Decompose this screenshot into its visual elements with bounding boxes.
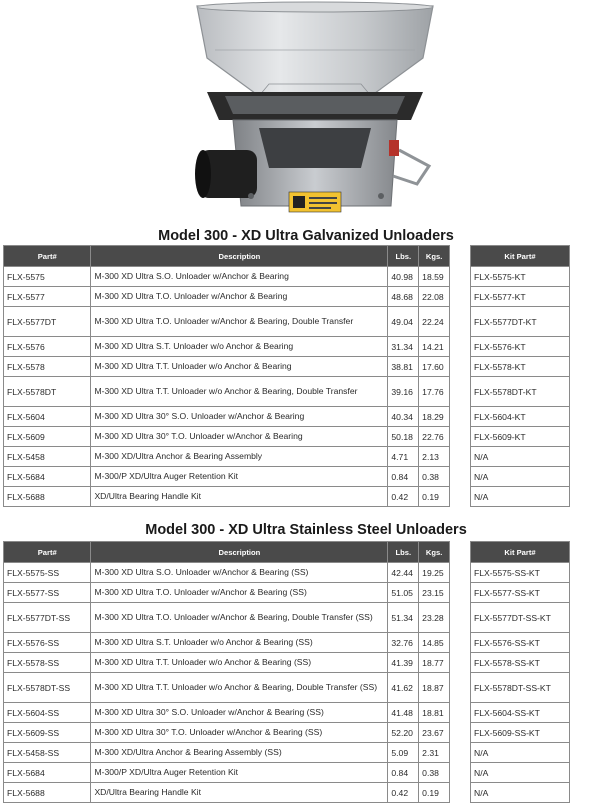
- description: M-300 XD Ultra T.O. Unloader w/Anchor & Bearing: [91, 287, 388, 307]
- part-number: FLX-5684: [4, 763, 91, 783]
- kit-part-number: FLX-5575-SS-KT: [471, 563, 570, 583]
- column-header-description: Description: [91, 542, 388, 563]
- weight-lbs: 48.68: [388, 287, 419, 307]
- description: M-300/P XD/Ultra Auger Retention Kit: [91, 467, 388, 487]
- part-number: FLX-5575-SS: [4, 563, 91, 583]
- column-header-kgs: Kgs.: [419, 246, 450, 267]
- weight-lbs: 0.84: [388, 467, 419, 487]
- weight-kgs: 18.77: [419, 653, 450, 673]
- kit-part-number: FLX-5577-KT: [471, 287, 570, 307]
- description: M-300 XD Ultra T.T. Unloader w/o Anchor & Bearing: [91, 357, 388, 377]
- table-row: [471, 703, 570, 723]
- kit-part-number: FLX-5577-SS-KT: [471, 583, 570, 603]
- weight-lbs: 31.34: [388, 337, 419, 357]
- table-row: [471, 287, 570, 307]
- weight-lbs: 51.34: [388, 603, 419, 633]
- weight-kgs: 22.76: [419, 427, 450, 447]
- kit-part-number: N/A: [471, 763, 570, 783]
- part-number: FLX-5609-SS: [4, 723, 91, 743]
- weight-lbs: 41.39: [388, 653, 419, 673]
- weight-kgs: 23.67: [419, 723, 450, 743]
- table-header-row: [471, 246, 570, 267]
- galvanized-parts-table: [3, 245, 450, 507]
- kit-part-number: FLX-5609-KT: [471, 427, 570, 447]
- weight-lbs: 0.42: [388, 487, 419, 507]
- description: M-300 XD Ultra T.O. Unloader w/Anchor & Bearing, Double Transfer (SS): [91, 603, 388, 633]
- description: M-300 XD Ultra T.T. Unloader w/o Anchor & Bearing, Double Transfer: [91, 377, 388, 407]
- table-row: [471, 743, 570, 763]
- galvanized-section-title: Model 300 - XD Ultra Galvanized Unloaders: [158, 228, 454, 244]
- weight-kgs: 0.38: [419, 467, 450, 487]
- table-row: [471, 603, 570, 633]
- description: M-300 XD Ultra 30° S.O. Unloader w/Anchor & Bearing: [91, 407, 388, 427]
- table-row: [4, 673, 450, 703]
- description: M-300 XD Ultra S.O. Unloader w/Anchor & Bearing: [91, 267, 388, 287]
- table-row: [4, 337, 450, 357]
- weight-kgs: 14.21: [419, 337, 450, 357]
- weight-kgs: 18.81: [419, 703, 450, 723]
- weight-lbs: 5.09: [388, 743, 419, 763]
- table-row: [4, 357, 450, 377]
- table-row: [4, 743, 450, 763]
- part-number: FLX-5578-SS: [4, 653, 91, 673]
- description: M-300 XD Ultra T.T. Unloader w/o Anchor & Bearing, Double Transfer (SS): [91, 673, 388, 703]
- table-row: [471, 673, 570, 703]
- weight-lbs: 49.04: [388, 307, 419, 337]
- stainless-parts-table: [3, 541, 450, 803]
- table-row: [4, 467, 450, 487]
- part-number: FLX-5458: [4, 447, 91, 467]
- column-header-lbs: Lbs.: [388, 542, 419, 563]
- column-header-kgs: Kgs.: [419, 542, 450, 563]
- weight-kgs: 0.19: [419, 783, 450, 803]
- weight-kgs: 23.15: [419, 583, 450, 603]
- weight-kgs: 19.25: [419, 563, 450, 583]
- weight-lbs: 32.76: [388, 633, 419, 653]
- kit-part-number: N/A: [471, 783, 570, 803]
- table-row: [471, 427, 570, 447]
- table-row: [4, 487, 450, 507]
- column-header-description: Description: [91, 246, 388, 267]
- description: M-300 XD Ultra 30° T.O. Unloader w/Anchor & Bearing (SS): [91, 723, 388, 743]
- weight-kgs: 0.19: [419, 487, 450, 507]
- table-row: [4, 603, 450, 633]
- description: M-300 XD Ultra T.T. Unloader w/o Anchor & Bearing (SS): [91, 653, 388, 673]
- description: M-300/P XD/Ultra Auger Retention Kit: [91, 763, 388, 783]
- weight-lbs: 4.71: [388, 447, 419, 467]
- table-row: [471, 763, 570, 783]
- table-row: [4, 267, 450, 287]
- part-number: FLX-5684: [4, 467, 91, 487]
- part-number: FLX-5576-SS: [4, 633, 91, 653]
- table-row: [471, 307, 570, 337]
- kit-part-number: N/A: [471, 467, 570, 487]
- weight-lbs: 50.18: [388, 427, 419, 447]
- description: XD/Ultra Bearing Handle Kit: [91, 487, 388, 507]
- table-row: [4, 703, 450, 723]
- table-row: [4, 633, 450, 653]
- table-row: [471, 487, 570, 507]
- part-number: FLX-5578: [4, 357, 91, 377]
- weight-lbs: 51.05: [388, 583, 419, 603]
- weight-kgs: 18.59: [419, 267, 450, 287]
- weight-lbs: 41.48: [388, 703, 419, 723]
- weight-lbs: 38.81: [388, 357, 419, 377]
- table-row: [471, 337, 570, 357]
- weight-kgs: 18.87: [419, 673, 450, 703]
- part-number: FLX-5577: [4, 287, 91, 307]
- kit-part-number: FLX-5578-SS-KT: [471, 653, 570, 673]
- part-number: FLX-5578DT: [4, 377, 91, 407]
- weight-kgs: 17.60: [419, 357, 450, 377]
- part-number: FLX-5609: [4, 427, 91, 447]
- weight-lbs: 39.16: [388, 377, 419, 407]
- description: M-300 XD Ultra S.T. Unloader w/o Anchor & Bearing: [91, 337, 388, 357]
- kit-part-number: N/A: [471, 487, 570, 507]
- part-number: FLX-5688: [4, 783, 91, 803]
- table-row: [471, 267, 570, 287]
- weight-lbs: 41.62: [388, 673, 419, 703]
- table-row: [471, 653, 570, 673]
- weight-kgs: 2.31: [419, 743, 450, 763]
- kit-part-number: FLX-5609-SS-KT: [471, 723, 570, 743]
- weight-lbs: 0.84: [388, 763, 419, 783]
- part-number: FLX-5578DT-SS: [4, 673, 91, 703]
- column-header-lbs: Lbs.: [388, 246, 419, 267]
- galvanized-kit-table: [470, 245, 570, 507]
- table-row: [4, 407, 450, 427]
- kit-part-number: FLX-5578-KT: [471, 357, 570, 377]
- table-row: [4, 447, 450, 467]
- column-header-kit-part: Kit Part#: [471, 246, 570, 267]
- table-header-row: [471, 542, 570, 563]
- table-header-row: [4, 246, 450, 267]
- kit-part-number: FLX-5604-SS-KT: [471, 703, 570, 723]
- table-row: [4, 653, 450, 673]
- weight-kgs: 0.38: [419, 763, 450, 783]
- table-row: [4, 763, 450, 783]
- part-number: FLX-5577DT-SS: [4, 603, 91, 633]
- weight-kgs: 23.28: [419, 603, 450, 633]
- description: M-300 XD Ultra T.O. Unloader w/Anchor & Bearing (SS): [91, 583, 388, 603]
- weight-kgs: 14.85: [419, 633, 450, 653]
- table-row: [471, 563, 570, 583]
- table-row: [471, 723, 570, 743]
- description: M-300 XD Ultra 30° S.O. Unloader w/Anchor & Bearing (SS): [91, 703, 388, 723]
- column-header-part: Part#: [4, 246, 91, 267]
- part-number: FLX-5604-SS: [4, 703, 91, 723]
- weight-kgs: 2.13: [419, 447, 450, 467]
- part-number: FLX-5604: [4, 407, 91, 427]
- table-row: [4, 377, 450, 407]
- table-header-row: [4, 542, 450, 563]
- part-number: FLX-5458-SS: [4, 743, 91, 763]
- kit-part-number: FLX-5578DT-KT: [471, 377, 570, 407]
- table-row: [471, 407, 570, 427]
- kit-part-number: FLX-5575-KT: [471, 267, 570, 287]
- kit-part-number: FLX-5576-SS-KT: [471, 633, 570, 653]
- weight-kgs: 18.29: [419, 407, 450, 427]
- column-header-part: Part#: [4, 542, 91, 563]
- weight-lbs: 0.42: [388, 783, 419, 803]
- table-row: [471, 467, 570, 487]
- table-row: [471, 633, 570, 653]
- column-header-kit-part: Kit Part#: [471, 542, 570, 563]
- table-row: [471, 583, 570, 603]
- table-row: [4, 563, 450, 583]
- part-number: FLX-5577DT: [4, 307, 91, 337]
- kit-part-number: N/A: [471, 743, 570, 763]
- table-row: [471, 377, 570, 407]
- weight-kgs: 22.08: [419, 287, 450, 307]
- weight-lbs: 40.98: [388, 267, 419, 287]
- description: M-300 XD Ultra S.O. Unloader w/Anchor & Bearing (SS): [91, 563, 388, 583]
- kit-part-number: N/A: [471, 447, 570, 467]
- stainless-kit-table: [470, 541, 570, 803]
- description: M-300 XD Ultra S.T. Unloader w/o Anchor & Bearing (SS): [91, 633, 388, 653]
- table-row: [4, 723, 450, 743]
- table-row: [4, 583, 450, 603]
- kit-part-number: FLX-5577DT-SS-KT: [471, 603, 570, 633]
- kit-part-number: FLX-5576-KT: [471, 337, 570, 357]
- kit-part-number: FLX-5577DT-KT: [471, 307, 570, 337]
- kit-part-number: FLX-5604-KT: [471, 407, 570, 427]
- part-number: FLX-5576: [4, 337, 91, 357]
- kit-part-number: FLX-5578DT-SS-KT: [471, 673, 570, 703]
- part-number: FLX-5577-SS: [4, 583, 91, 603]
- table-row: [4, 427, 450, 447]
- table-row: [4, 287, 450, 307]
- stainless-section-title: Model 300 - XD Ultra Stainless Steel Unloaders: [145, 522, 467, 538]
- weight-kgs: 22.24: [419, 307, 450, 337]
- weight-lbs: 42.44: [388, 563, 419, 583]
- description: XD/Ultra Bearing Handle Kit: [91, 783, 388, 803]
- table-row: [471, 447, 570, 467]
- unloader-product-image: [185, 0, 445, 222]
- weight-kgs: 17.76: [419, 377, 450, 407]
- part-number: FLX-5688: [4, 487, 91, 507]
- description: M-300 XD Ultra 30° T.O. Unloader w/Anchor & Bearing: [91, 427, 388, 447]
- description: M-300 XD/Ultra Anchor & Bearing Assembly (SS): [91, 743, 388, 763]
- description: M-300 XD Ultra T.O. Unloader w/Anchor & Bearing, Double Transfer: [91, 307, 388, 337]
- description: M-300 XD/Ultra Anchor & Bearing Assembly: [91, 447, 388, 467]
- weight-lbs: 40.34: [388, 407, 419, 427]
- table-row: [4, 307, 450, 337]
- table-row: [471, 357, 570, 377]
- weight-lbs: 52.20: [388, 723, 419, 743]
- part-number: FLX-5575: [4, 267, 91, 287]
